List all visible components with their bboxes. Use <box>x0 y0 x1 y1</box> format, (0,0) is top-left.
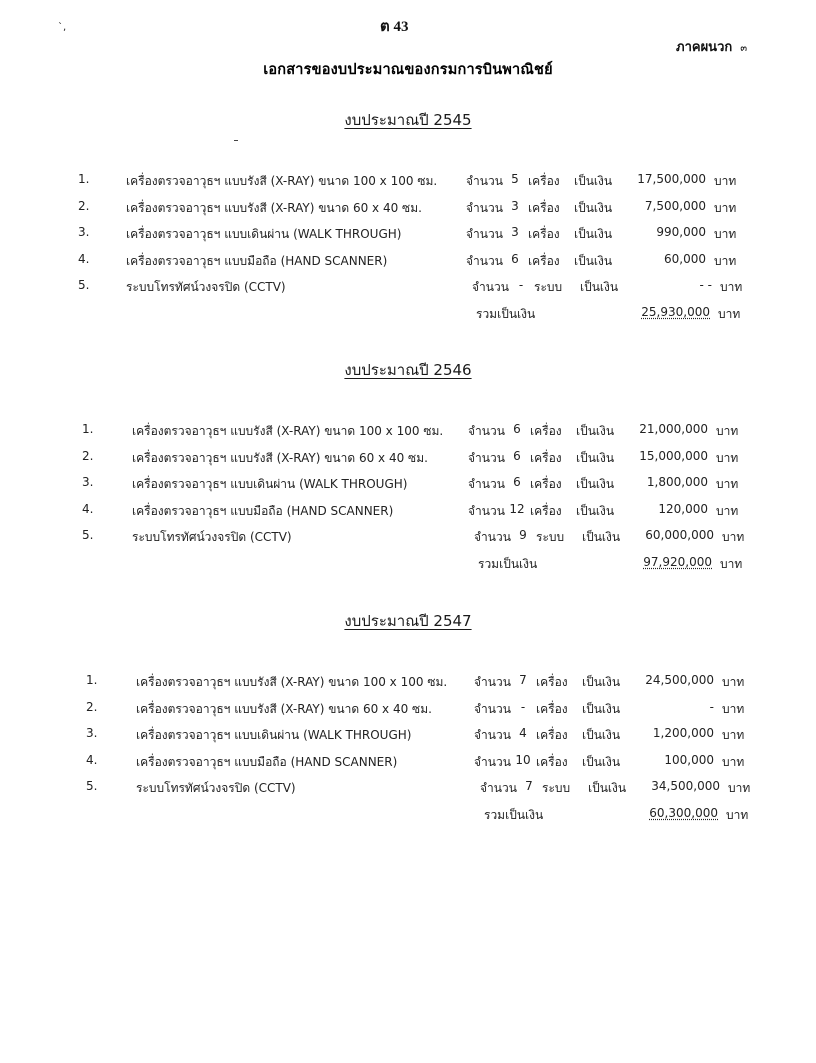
scan-mark <box>234 140 238 141</box>
amount-value: 34,500,000 <box>651 779 720 793</box>
amount-value: 1,800,000 <box>646 475 708 489</box>
budget-item-row <box>78 225 758 245</box>
total-amount: 25,930,000 <box>641 304 710 319</box>
unit-label: เครื่อง <box>528 227 560 241</box>
budget-item-row <box>82 449 762 469</box>
amount-value: - <box>709 699 714 714</box>
unit-label: ระบบ <box>536 530 565 544</box>
item-number: 2. <box>82 448 94 463</box>
amount-label: เป็นเงิน <box>576 503 615 518</box>
amount-value: 17,500,000 <box>637 172 706 186</box>
budget-item-row <box>78 278 758 298</box>
item-name: เครื่องตรวจอาวุธฯ แบบรังสี (X-RAY) ขนาด 100 x 100 ซม. <box>132 424 444 438</box>
unit-label: เครื่อง <box>528 174 560 188</box>
amount-label: เป็นเงิน <box>582 754 621 769</box>
quantity-value: 3 <box>511 225 519 239</box>
amount-value: 7,500,000 <box>644 198 706 213</box>
amount-label: เป็นเงิน <box>580 280 619 294</box>
amount-value: - - <box>699 278 712 292</box>
amount-label: เป็นเงิน <box>574 174 613 188</box>
appendix-number: ๓ <box>740 43 748 54</box>
quantity-label: จำนวน <box>468 503 505 518</box>
item-number: 4. <box>86 752 98 767</box>
unit-label: เครื่อง <box>530 424 562 438</box>
unit-label: เครื่อง <box>536 754 568 769</box>
item-name: เครื่องตรวจอาวุธฯ แบบรังสี (X-RAY) ขนาด 60 x 40 ซม. <box>126 200 422 215</box>
section-heading: งบประมาณปี 2545 <box>344 111 472 129</box>
amount-label: เป็นเงิน <box>582 728 621 742</box>
quantity-value: 7 <box>519 673 527 687</box>
item-number: 2. <box>78 198 90 213</box>
quantity-label: จำนวน <box>480 781 517 795</box>
quantity-value: 7 <box>525 779 533 793</box>
section-total-row <box>78 305 758 325</box>
item-number: 2. <box>86 699 98 714</box>
unit-label: ระบบ <box>534 280 563 294</box>
item-name: ระบบโทรทัศน์วงจรปิด (CCTV) <box>132 530 292 544</box>
section-heading: งบประมาณปี 2546 <box>344 361 472 379</box>
item-number: 4. <box>82 501 94 516</box>
amount-label: เป็นเงิน <box>576 424 615 438</box>
item-name: เครื่องตรวจอาวุธฯ แบบเดินผ่าน (WALK THROUGH) <box>126 227 402 241</box>
quantity-label: จำนวน <box>466 174 503 188</box>
budget-item-row <box>82 528 762 548</box>
amount-value: 60,000,000 <box>645 528 714 542</box>
currency-label: บาท <box>718 306 741 321</box>
unit-label: เครื่อง <box>530 450 562 465</box>
unit-label: ระบบ <box>542 781 571 795</box>
item-number: 4. <box>78 251 90 266</box>
amount-label: เป็นเงิน <box>576 450 615 465</box>
quantity-value: 6 <box>511 251 519 266</box>
document-title: เอกสารของบประมาณของกรมการบินพาณิชย์ <box>263 62 553 78</box>
budget-item-row <box>82 502 762 522</box>
item-name: เครื่องตรวจอาวุธฯ แบบเดินผ่าน (WALK THROUGH) <box>132 477 408 491</box>
budget-item-row <box>86 753 766 773</box>
quantity-label: จำนวน <box>474 530 511 544</box>
currency-label: บาท <box>714 253 737 268</box>
item-number: 1. <box>78 172 90 186</box>
quantity-label: จำนวน <box>474 728 511 742</box>
item-name: เครื่องตรวจอาวุธฯ แบบรังสี (X-RAY) ขนาด 100 x 100 ซม. <box>136 675 448 689</box>
item-name: เครื่องตรวจอาวุธฯ แบบรังสี (X-RAY) ขนาด 60 x 40 ซม. <box>132 450 428 465</box>
amount-value: 60,000 <box>664 251 706 266</box>
currency-label: บาท <box>716 477 739 491</box>
item-name: เครื่องตรวจอาวุธฯ แบบเดินผ่าน (WALK THROUGH) <box>136 728 412 742</box>
quantity-label: จำนวน <box>472 280 509 294</box>
amount-label: เป็นเงิน <box>588 781 627 795</box>
item-name: เครื่องตรวจอาวุธฯ แบบมือถือ (HAND SCANNER) <box>126 253 388 268</box>
section-total-row <box>82 555 762 575</box>
item-number: 5. <box>82 528 94 542</box>
amount-label: เป็นเงิน <box>582 675 621 689</box>
unit-label: เครื่อง <box>530 477 562 491</box>
unit-label: เครื่อง <box>536 728 568 742</box>
currency-label: บาท <box>714 200 737 215</box>
quantity-label: จำนวน <box>474 701 511 716</box>
unit-label: เครื่อง <box>536 675 568 689</box>
item-number: 1. <box>82 422 94 436</box>
item-number: 5. <box>78 278 90 292</box>
quantity-label: จำนวน <box>466 200 503 215</box>
quantity-value: 5 <box>511 172 519 186</box>
quantity-value: 4 <box>519 726 527 740</box>
quantity-value: 9 <box>519 528 527 542</box>
item-number: 5. <box>86 779 98 793</box>
amount-value: 15,000,000 <box>639 448 708 463</box>
currency-label: บาท <box>722 701 745 716</box>
item-number: 3. <box>78 225 90 239</box>
amount-label: เป็นเงิน <box>574 200 613 215</box>
amount-value: 120,000 <box>658 501 708 516</box>
budget-item-row <box>82 422 762 442</box>
currency-label: บาท <box>714 174 737 188</box>
unit-label: เครื่อง <box>530 503 562 518</box>
currency-label: บาท <box>716 424 739 438</box>
currency-label: บาท <box>720 556 743 571</box>
quantity-label: จำนวน <box>468 450 505 465</box>
item-name: เครื่องตรวจอาวุธฯ แบบรังสี (X-RAY) ขนาด 60 x 40 ซม. <box>136 701 432 716</box>
item-name: ระบบโทรทัศน์วงจรปิด (CCTV) <box>126 280 286 294</box>
total-amount: 60,300,000 <box>649 805 718 820</box>
currency-label: บาท <box>722 530 745 544</box>
budget-item-row <box>78 199 758 219</box>
quantity-value: 12 <box>509 501 525 516</box>
section-total-row <box>86 806 766 826</box>
total-label: รวมเป็นเงิน <box>476 306 536 321</box>
page-number: ต 43 <box>380 19 409 35</box>
item-name: ระบบโทรทัศน์วงจรปิด (CCTV) <box>136 781 296 795</box>
unit-label: เครื่อง <box>528 253 560 268</box>
amount-label: เป็นเงิน <box>582 530 621 544</box>
currency-label: บาท <box>714 227 737 241</box>
quantity-value: - <box>518 278 524 292</box>
quantity-label: จำนวน <box>474 675 511 689</box>
item-number: 1. <box>86 673 98 687</box>
budget-item-row <box>86 673 766 693</box>
amount-label: เป็นเงิน <box>582 701 621 716</box>
section-heading: งบประมาณปี 2547 <box>344 612 472 630</box>
quantity-label: จำนวน <box>474 754 511 769</box>
amount-value: 100,000 <box>664 752 714 767</box>
budget-item-row <box>86 726 766 746</box>
item-number: 3. <box>82 475 94 489</box>
quantity-value: 3 <box>511 198 519 213</box>
appendix-label <box>676 36 747 57</box>
currency-label: บาท <box>728 781 751 795</box>
item-name: เครื่องตรวจอาวุธฯ แบบมือถือ (HAND SCANNER) <box>132 503 394 518</box>
quantity-label: จำนวน <box>466 253 503 268</box>
amount-label: เป็นเงิน <box>574 227 613 241</box>
currency-label: บาท <box>726 807 749 822</box>
quantity-label: จำนวน <box>468 424 505 438</box>
currency-label: บาท <box>722 675 745 689</box>
quantity-label: จำนวน <box>468 477 505 491</box>
appendix-label-text: ภาคผนวก <box>676 40 733 55</box>
budget-item-row <box>86 779 766 799</box>
page-mark: `, <box>58 22 67 33</box>
item-name: เครื่องตรวจอาวุธฯ แบบรังสี (X-RAY) ขนาด 100 x 100 ซม. <box>126 174 438 188</box>
amount-value: 990,000 <box>656 225 706 239</box>
currency-label: บาท <box>716 450 739 465</box>
currency-label: บาท <box>722 728 745 742</box>
amount-value: 21,000,000 <box>639 422 708 436</box>
unit-label: เครื่อง <box>536 701 568 716</box>
total-label: รวมเป็นเงิน <box>478 556 538 571</box>
currency-label: บาท <box>716 503 739 518</box>
total-amount: 97,920,000 <box>643 554 712 569</box>
item-number: 3. <box>86 726 98 740</box>
budget-item-row <box>78 252 758 272</box>
quantity-value: 6 <box>513 422 521 436</box>
quantity-label: จำนวน <box>466 227 503 241</box>
budget-item-row <box>78 172 758 192</box>
total-label: รวมเป็นเงิน <box>484 807 544 822</box>
amount-value: 1,200,000 <box>652 726 714 740</box>
budget-item-row <box>86 700 766 720</box>
currency-label: บาท <box>720 280 743 294</box>
quantity-value: - <box>520 699 526 714</box>
unit-label: เครื่อง <box>528 200 560 215</box>
amount-label: เป็นเงิน <box>576 477 615 491</box>
quantity-value: 6 <box>513 475 521 489</box>
quantity-value: 10 <box>515 752 531 767</box>
currency-label: บาท <box>722 754 745 769</box>
amount-value: 24,500,000 <box>645 673 714 687</box>
quantity-value: 6 <box>513 448 521 463</box>
budget-item-row <box>82 475 762 495</box>
item-name: เครื่องตรวจอาวุธฯ แบบมือถือ (HAND SCANNER) <box>136 754 398 769</box>
amount-label: เป็นเงิน <box>574 253 613 268</box>
